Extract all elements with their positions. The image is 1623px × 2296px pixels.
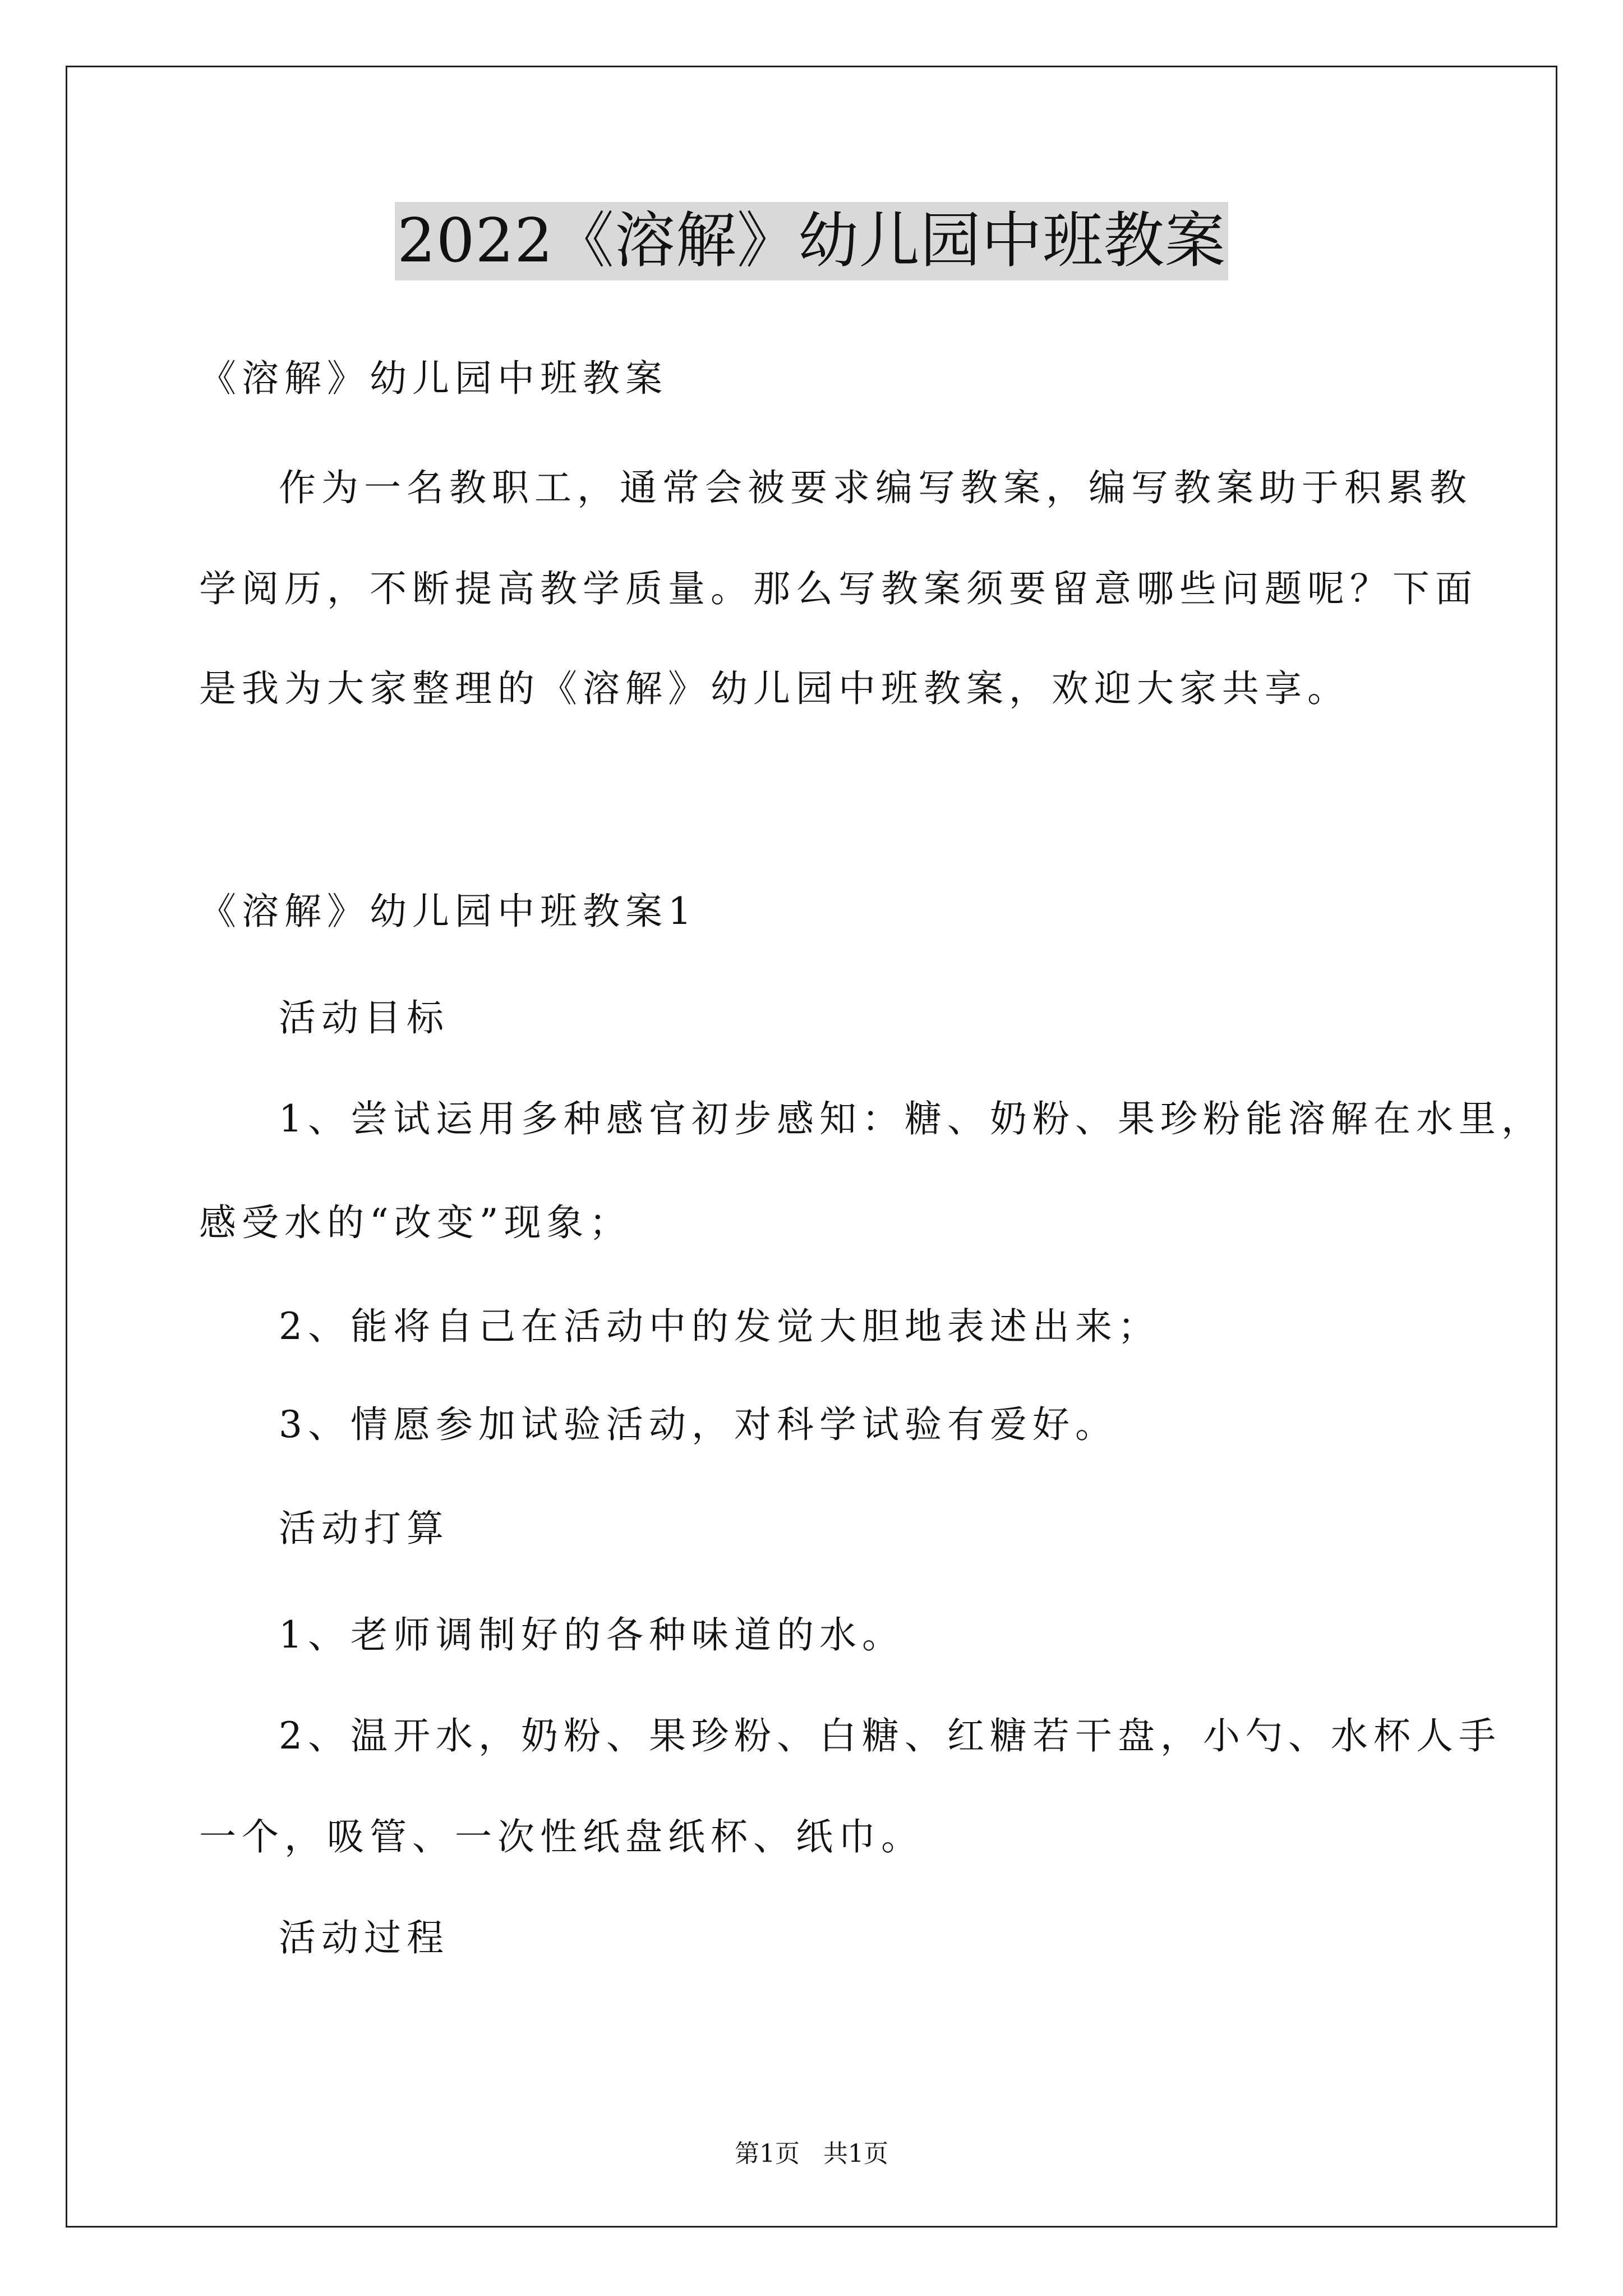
intro-line-1: 作为一名教职工，通常会被要求编写教案，编写教案助于积累教: [279, 466, 1472, 509]
intro-line-2: 学阅历，不断提高教学质量。那么写教案须要留意哪些问题呢？下面: [199, 567, 1478, 610]
section-heading: 《溶解》幼儿园中班教案1: [199, 890, 697, 933]
goal-2: 2、能将自己在活动中的发觉大胆地表述出来；: [279, 1305, 1160, 1348]
prep-2-line-1: 2、温开水，奶粉、果珍粉、白糖、红糖若干盘，小勺、水杯人手: [279, 1714, 1501, 1757]
goal-1-line-2: 感受水的“改变”现象；: [199, 1201, 632, 1244]
process-heading: 活动过程: [279, 1916, 449, 1959]
title-container: [0, 202, 1623, 280]
goals-heading: 活动目标: [279, 996, 449, 1039]
intro-line-3: 是我为大家整理的《溶解》幼儿园中班教案，欢迎大家共享。: [199, 667, 1350, 710]
goal-3: 3、情愿参加试验活动，对科学试验有爱好。: [279, 1403, 1118, 1446]
prep-2-line-2: 一个，吸管、一次性纸盘纸杯、纸巾。: [199, 1815, 924, 1858]
goal-1-line-1: 1、尝试运用多种感官初步感知：糖、奶粉、果珍粉能溶解在水里，: [279, 1097, 1544, 1140]
prep-heading: 活动打算: [279, 1507, 449, 1550]
document-title: 2022《溶解》幼儿园中班教案: [395, 202, 1228, 280]
prep-1: 1、老师调制好的各种味道的水。: [279, 1613, 905, 1657]
page-footer: 第1页 共1页: [735, 2139, 888, 2168]
subtitle: 《溶解》幼儿园中班教案: [199, 357, 668, 400]
